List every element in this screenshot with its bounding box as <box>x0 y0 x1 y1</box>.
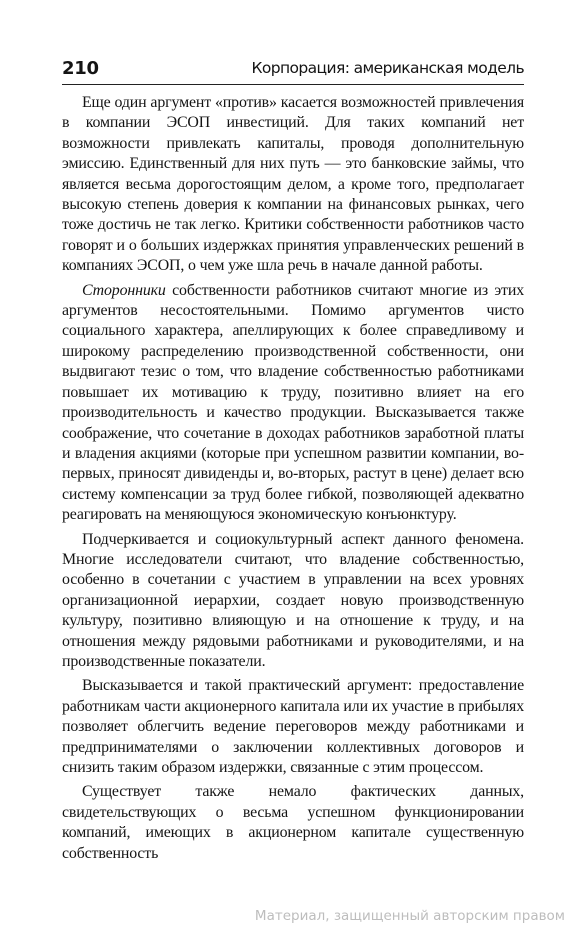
paragraph-1: Еще один аргумент «против» касается возможностей привлечения в компании ЭСОП инвестиций. Для таких компаний нет возможности привлекать капиталы, проводя дополнительную эмиссию. Единственный для них путь — это банковские займы, что является весьма дорогостоящим делом, а кроме того, предполагает высокую степень доверия к компании на финансовых рынках, чего тоже достичь не так легко. Критики собственности работников часто говорят и о больших издержках принятия управленческих решений в компаниях ЭСОП, о чем уже шла речь в начале данной работы. <box>62 94 524 275</box>
paragraph-4: Высказывается и такой практический аргумент: предоставление работникам части акционерного капитала или их участие в прибылях позволяет облегчить ведение переговоров между работниками и предпринимателями о заключении коллективных договоров и снизить таким образом издержки, связанные с этим процессом. <box>62 677 524 776</box>
paragraph-5: Существует также немало фактических данных, свидетельствующих о весьма успешном функционировании компаний, имеющих в акционерном капитале существенную собственность <box>62 783 524 862</box>
copyright-watermark: Материал, защищенный авторским правом <box>254 908 565 924</box>
running-title: Корпорация: американская модель <box>251 59 524 77</box>
paragraph-2-lead: Сторонники <box>82 281 166 299</box>
paragraph-2 <box>62 281 524 526</box>
paragraph-2-text: собственности работников считают многие из этих аргументов несостоятельными. Помимо аргументов чисто социального характера, апеллирующих к более справедливому и широкому распределению производственной собственности, они выдвигают тезис о том, что владение собственностью работниками повышает их мотивацию к труду, позитивно влияет на его производительность и качество продукции. Высказывается также соображение, что сочетание в доходах работников заработной платы и владения акциями (которые при успешном развитии компании, во-первых, приносят дивиденды и, во-вторых, растут в цене) делает всю систему компенсации за труд более гибкой, позволяющей адекватно реагировать на меняющуюся экономическую конъюнктуру. <box>62 281 524 524</box>
body-text <box>62 93 524 868</box>
page-header <box>62 54 524 85</box>
paragraph-3: Подчеркивается и социокультурный аспект данного феномена. Многие исследователи считают, что владение собственностью, особенно в сочетании с участием в управлении на всех уровнях организационной иерархии, создает новую производственную культуру, позитивно влияющую и на отношение к труду, и на отношения между рядовыми работниками и руководителями, и на производственные показатели. <box>62 530 524 670</box>
page-number: 210 <box>62 58 99 79</box>
